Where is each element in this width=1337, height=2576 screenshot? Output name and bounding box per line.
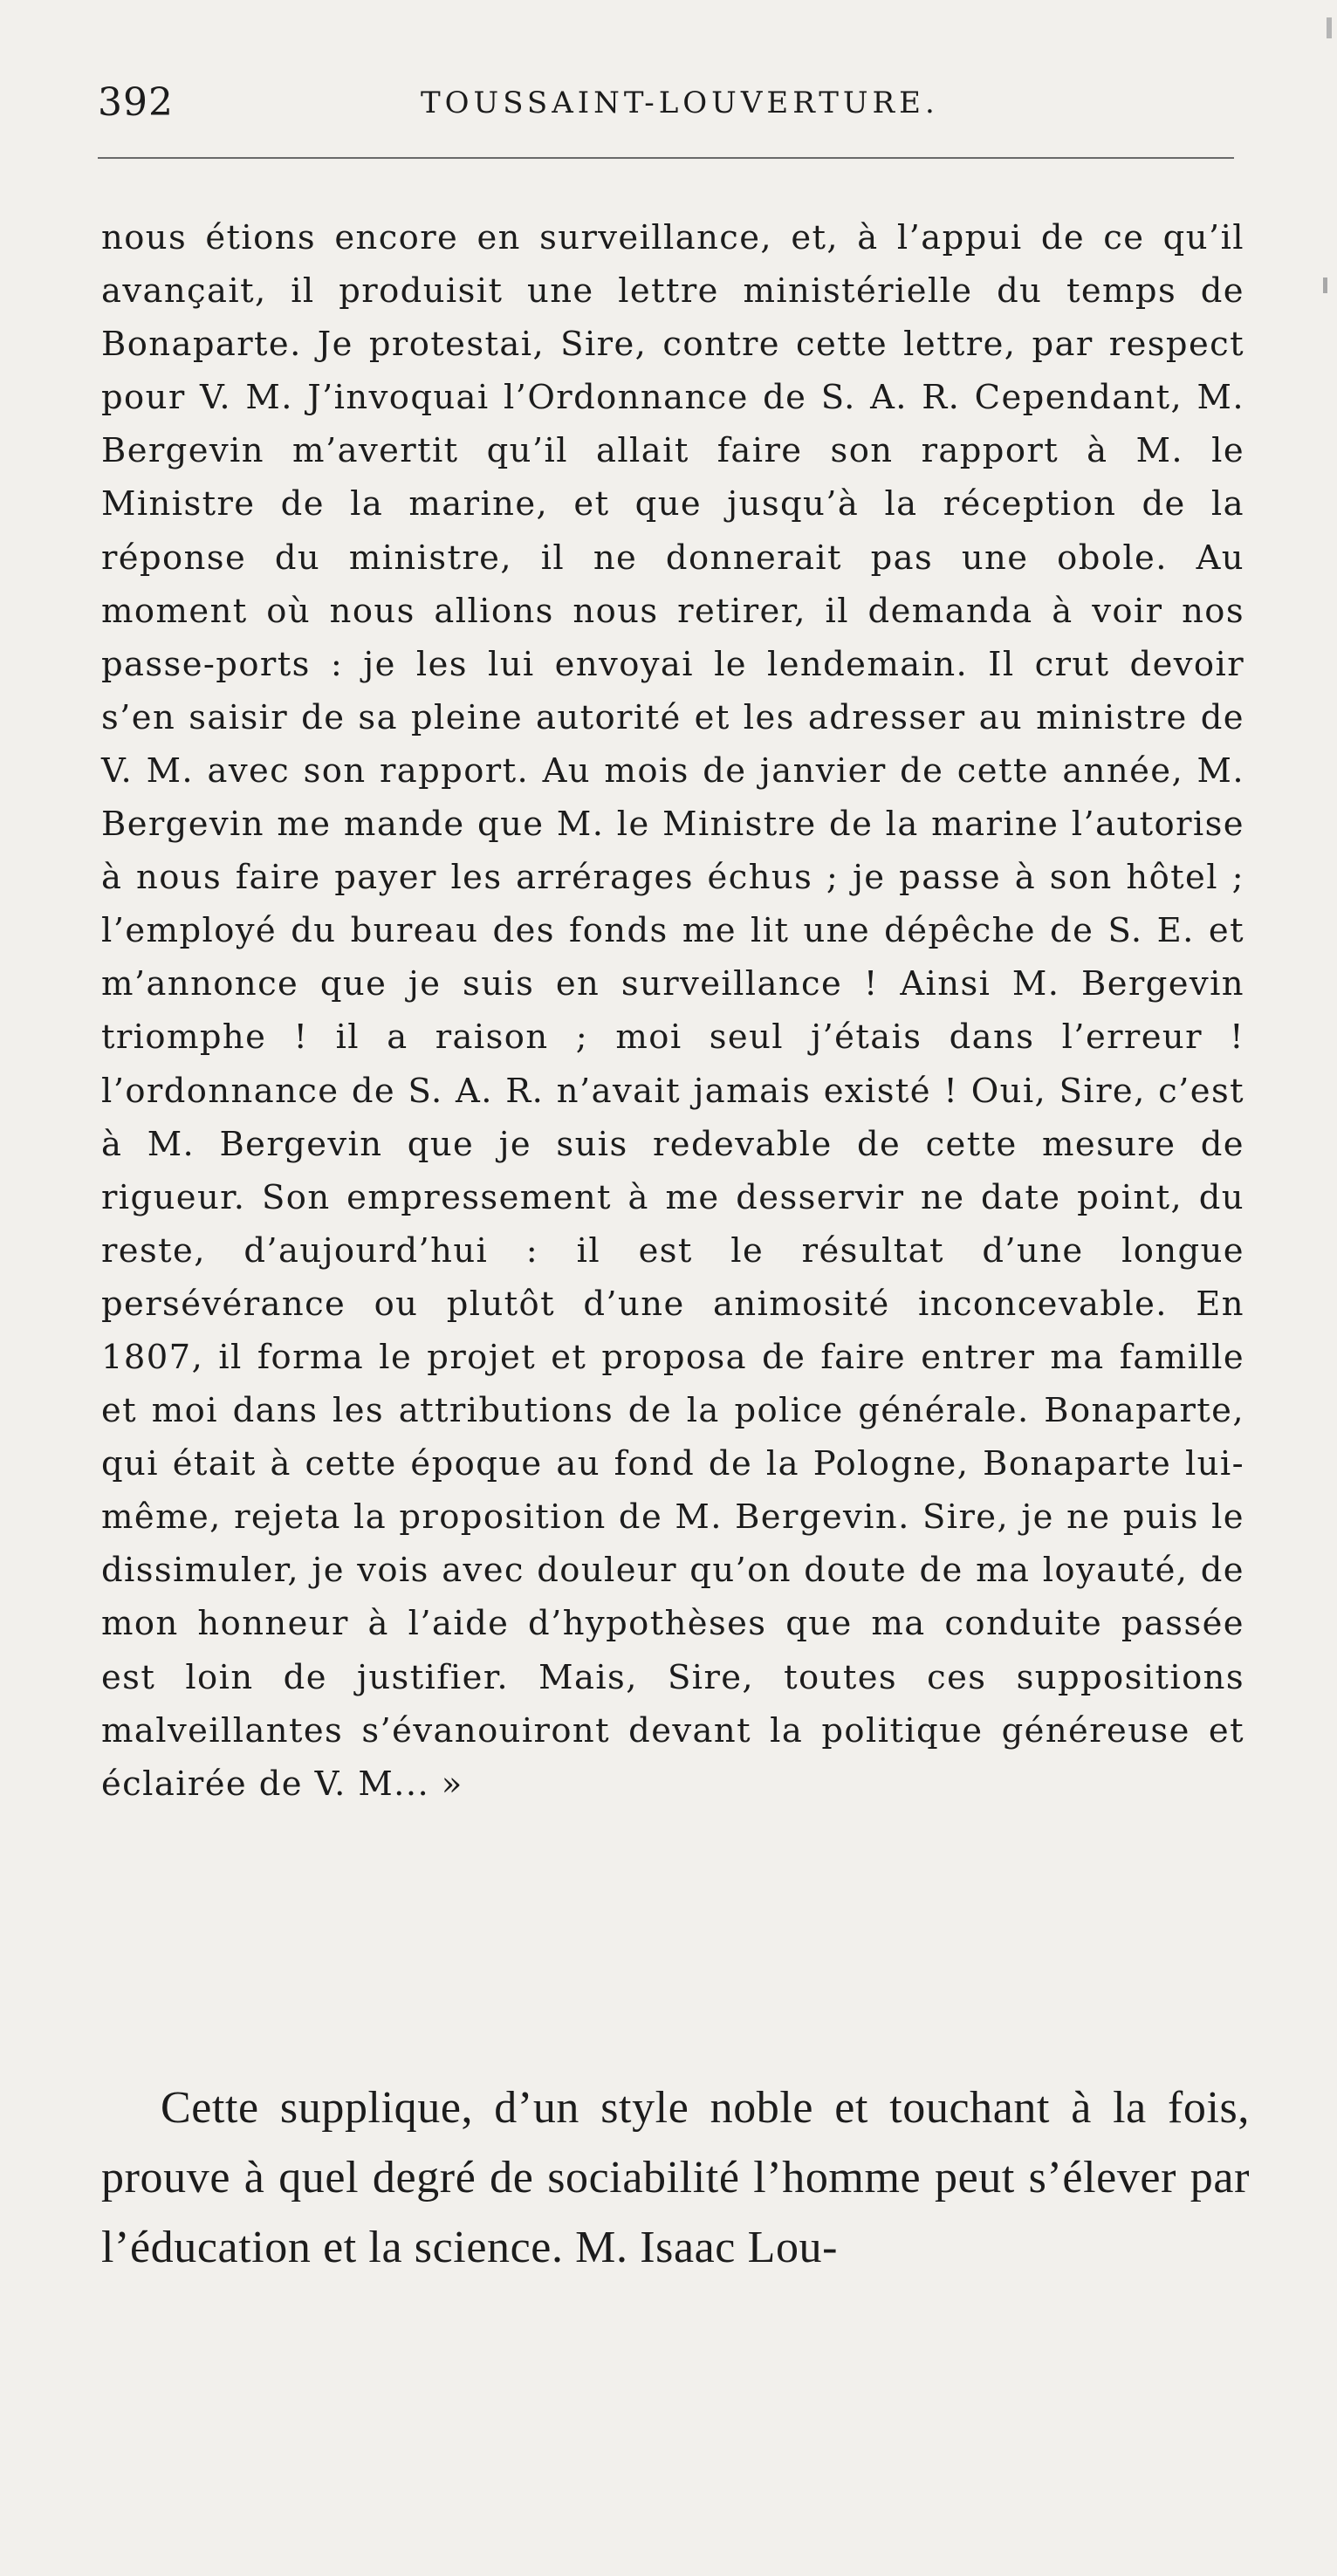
page-number: 392 (98, 80, 174, 125)
header-rule (98, 157, 1234, 159)
page-edge-mark (1323, 277, 1327, 293)
quoted-letter-text: nous étions encore en surveillance, et, à l’appui de ce qu’il avançait, il produisit une lettre ministérielle du temps de Bonaparte. Je protestai, Sire, contre cette lettre, par respect pour V. M. J’invoquai l’Ordonnance de S. A. R. Cependant, M. Bergevin m’avertit qu’il allait faire son rapport à M. le Ministre de la marine, et que jusqu’à la réception de la réponse du ministre, il ne donnerait pas une obole. Au moment où nous allions nous retirer, il demanda à voir nos passe-ports : je les lui envoyai le lendemain. Il crut devoir s’en saisir de sa pleine autorité et les adresser au ministre de V. M. avec son rapport. Au mois de janvier de cette année, M. Bergevin me mande que M. le Ministre de la marine l’autorise à nous faire payer les arrérages échus ; je passe à son hôtel ; l’employé du bureau des fonds me lit une dépêche de S. E. et m’annonce que je suis en surveillance ! Ainsi M. Bergevin triomphe ! il a raison ; moi seul j’étais dans l’erreur ! l’ordonnance de S. A. R. n’avait jamais existé ! Oui, Sire, c’est à M. Bergevin que je suis redevable de cette mesure de rigueur. Son empressement à me desservir ne date point, du reste, d’aujourd’hui : il est le résultat d’une longue persévérance ou plutôt d’une animosité inconcevable. En 1807, il forma le projet et proposa de faire entrer ma famille et moi dans les attributions de la police générale. Bonaparte, qui était à cette époque au fond de la Pologne, Bonaparte lui-même, rejeta la proposition de M. Bergevin. Sire, je ne puis le dissimuler, je vois avec douleur qu’on doute de ma loyauté, de mon honneur à l’aide d’hypothèses que ma conduite passée est loin de justifier. Mais, Sire, toutes ces suppositions malveillantes s’évanouiront devant la politique généreuse et éclairée de V. M... » (101, 218, 1244, 1804)
page-edge-mark (1327, 17, 1332, 38)
closing-paragraph: Cette supplique, d’un style noble et touchant à la fois, prouve à quel degré de sociabilité l’homme peut s’élever par l’éducation et la science. M. Isaac Lou- (101, 2083, 1250, 2272)
running-title: TOUSSAINT-LOUVERTURE. (421, 86, 939, 120)
